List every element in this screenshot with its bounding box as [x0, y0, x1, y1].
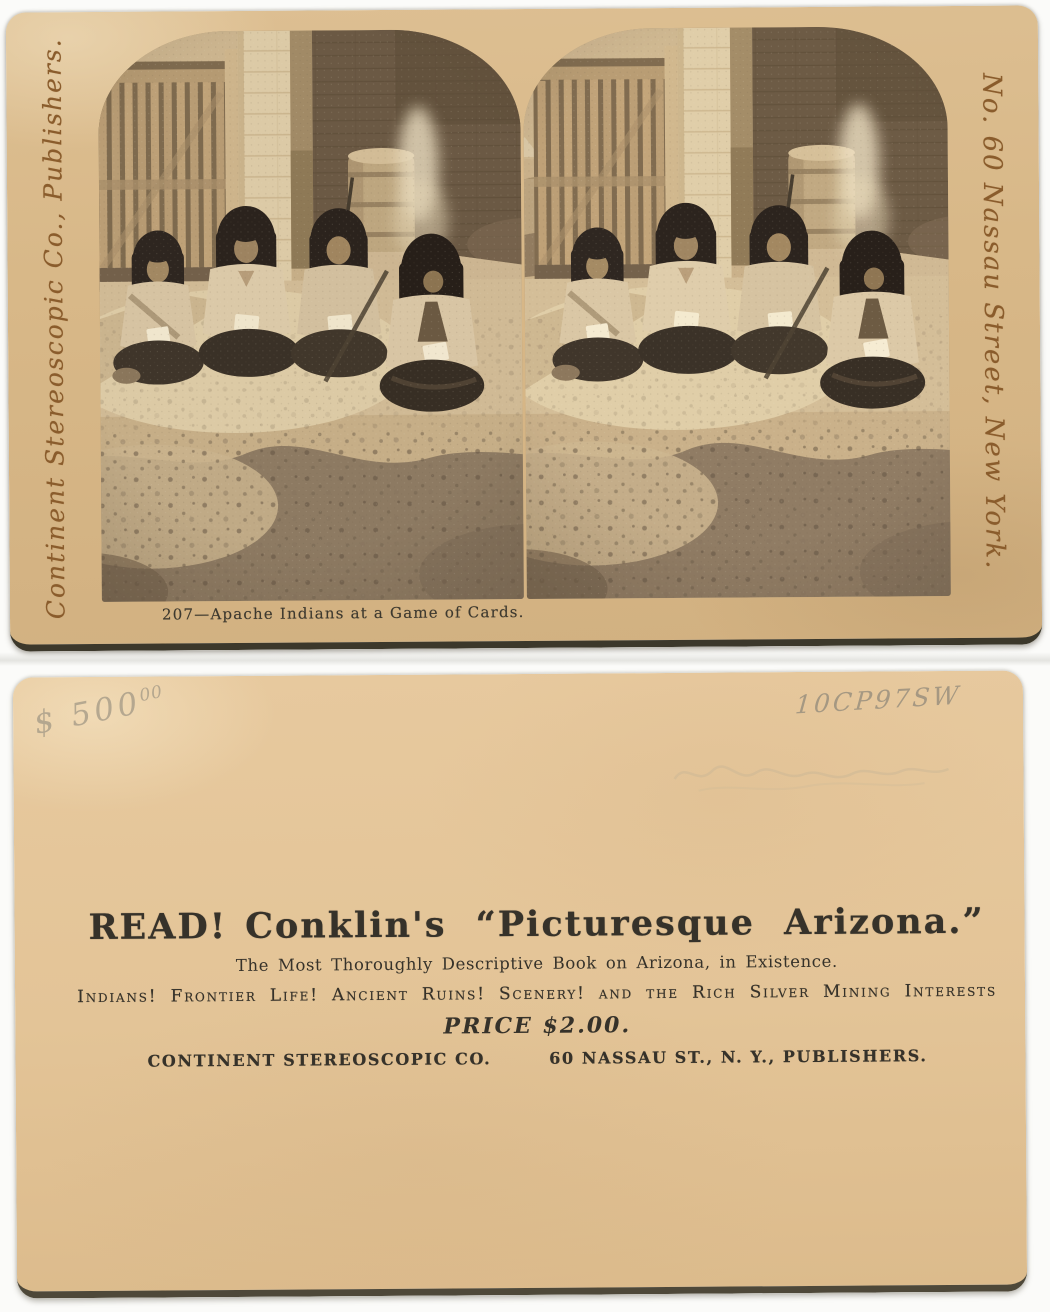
pencil-price-cents: 00	[137, 681, 165, 707]
faint-pencil-writing	[668, 743, 958, 799]
pencil-price-dollars: $ 500	[30, 684, 145, 742]
photo-caption: 207—Apache Indians at a Game of Cards.	[161, 603, 525, 624]
scan-separator	[0, 652, 1050, 666]
ad-publisher-line	[49, 1045, 1025, 1071]
stereocard-back	[13, 670, 1027, 1298]
ad-subtitle: The Most Thoroughly Descriptive Book on Arizona, in Existence.	[235, 951, 838, 975]
ad-headline-read: READ!	[88, 906, 228, 949]
stereocard-front	[6, 5, 1042, 651]
address-edge-text: No. 60 Nassau Street, New York.	[976, 72, 1010, 571]
stereo-photo-left	[98, 29, 524, 602]
ad-features: Indians! Frontier Life! Ancient Ruins! Scenery! and the Rich Silver Mining Interests	[77, 980, 998, 1008]
pencil-inventory-code: 10CP97SW	[793, 680, 963, 720]
pencil-price-note	[31, 680, 168, 741]
ad-publisher-name: CONTINENT STEREOSCOPIC CO.	[147, 1049, 492, 1071]
ad-headline-title: Conklin's “Picturesque Arizona.”	[244, 900, 985, 947]
stereo-photo-right	[523, 26, 951, 599]
publisher-edge-text: Continent Stereoscopic Co., Publishers.	[37, 37, 71, 620]
ad-price: PRICE $2.00.	[443, 1012, 632, 1040]
ad-publisher-address: 60 NASSAU ST., N. Y., PUBLISHERS.	[549, 1046, 928, 1068]
advertisement	[48, 900, 1025, 1071]
ad-headline	[48, 900, 1024, 948]
